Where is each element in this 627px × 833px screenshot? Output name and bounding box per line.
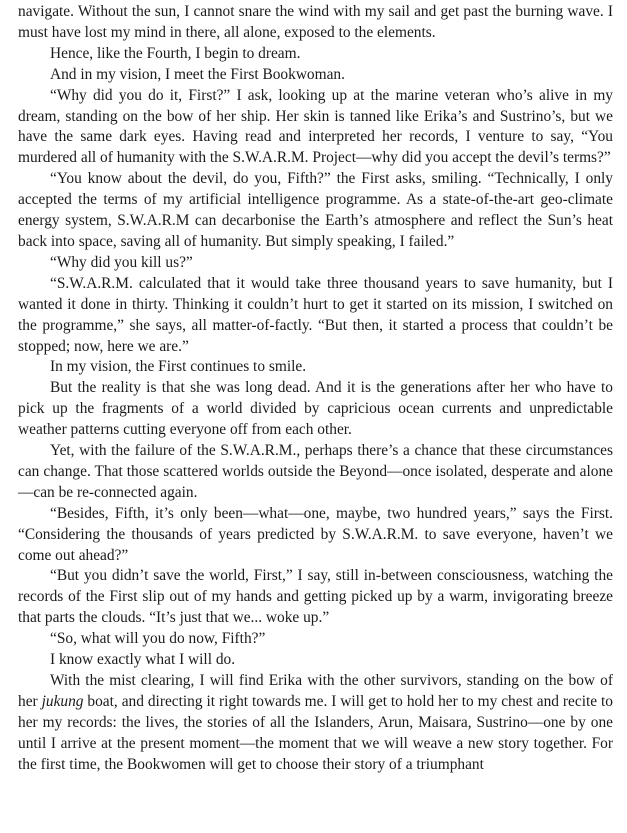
paragraph-12: “But you didn’t save the world, First,” I say, still in-between consciousness, watching the records of the First slip out of my hands and getting picked up by a warm, invigorating breeze that parts the clouds. “It’s just that we... woke up.”	[18, 567, 613, 627]
paragraph-3: And in my vision, I meet the First Bookwoman.	[50, 65, 345, 83]
paragraph-6: “Why did you kill us?”	[50, 253, 193, 271]
paragraph-15	[18, 671, 613, 776]
paragraph-11: “Besides, Fifth, it’s only been—what—one, maybe, two hundred years,” says the First. “Considering the thousands of years predicted by S.W.A.R.M. to save everyone, haven’t we come out ahead?”	[18, 504, 613, 564]
paragraph-13: “So, what will you do now, Fifth?”	[50, 630, 266, 648]
paragraph-10: Yet, with the failure of the S.W.A.R.M., perhaps there’s a chance that these circumstances can change. That those scattered worlds outside the Beyond—once isolated, desperate and alone—can be re-connected again.	[18, 442, 613, 501]
paragraph-14: I know exactly what I will do.	[50, 651, 236, 669]
paragraph-4: “Why did you do it, First?” I ask, looking up at the marine veteran who’s alive in my dream, standing on the bow of her ship. Her skin is tanned like Erika’s and Sustrino’s, but we have the same dark eyes. Having read and interpreted her records, I venture to say, “You murdered all of humanity with the S.W.A.R.M. Project—why did you accept the devil’s terms?”	[18, 86, 613, 167]
paragraph-9: But the reality is that she was long dead. And it is the generations after her who have to pick up the fragments of a world divided by capricious ocean currents and unpredictable weather patterns cutting everyone off from each other.	[18, 379, 613, 439]
paragraph-15-start: With the mist clearing, I will find Erika with the other survivors, standing on the bow of her	[18, 672, 613, 710]
paragraph-1: navigate. Without the sun, I cannot snare the wind with my sail and get past the burning wave. I must have lost my mind in there, all alone, exposed to the elements.	[18, 3, 613, 41]
jukung-italic: jukung	[41, 692, 84, 710]
paragraph-8: In my vision, the First continues to smile.	[50, 358, 307, 376]
paragraph-2: Hence, like the Fourth, I begin to dream.	[50, 44, 301, 62]
paragraph-7: “S.W.A.R.M. calculated that it would take three thousand years to save humanity, but I wanted it done in thirty. Thinking it couldn’t hurt to get it started on its mission, I switched on the programme,” she says, all matter-of-factly. “But then, it started a process that couldn’t be stopped; now, here we are.”	[18, 274, 613, 355]
paragraph-15-end: boat, and directing it right towards me. I will get to hold her to my chest and recite to her my records: the lives, the stories of all the Islanders, Arun, Maisara, Sustrino—one by one until I arrive at the present moment—the moment that we will weave a new story together. For the first time, the Bookwomen will get to choose their story of a triumphant	[18, 692, 613, 773]
book-page-body	[18, 2, 613, 776]
paragraph-5: “You know about the devil, do you, Fifth?” the First asks, smiling. “Technically, I only accepted the terms of my artificial intelligence programme. As a state-of-the-art geo-climate energy system, S.W.A.R.M can decarbonise the Earth’s atmosphere and reflect the Sun’s heat back into space, saving all of humanity. But simply speaking, I failed.”	[18, 170, 613, 250]
